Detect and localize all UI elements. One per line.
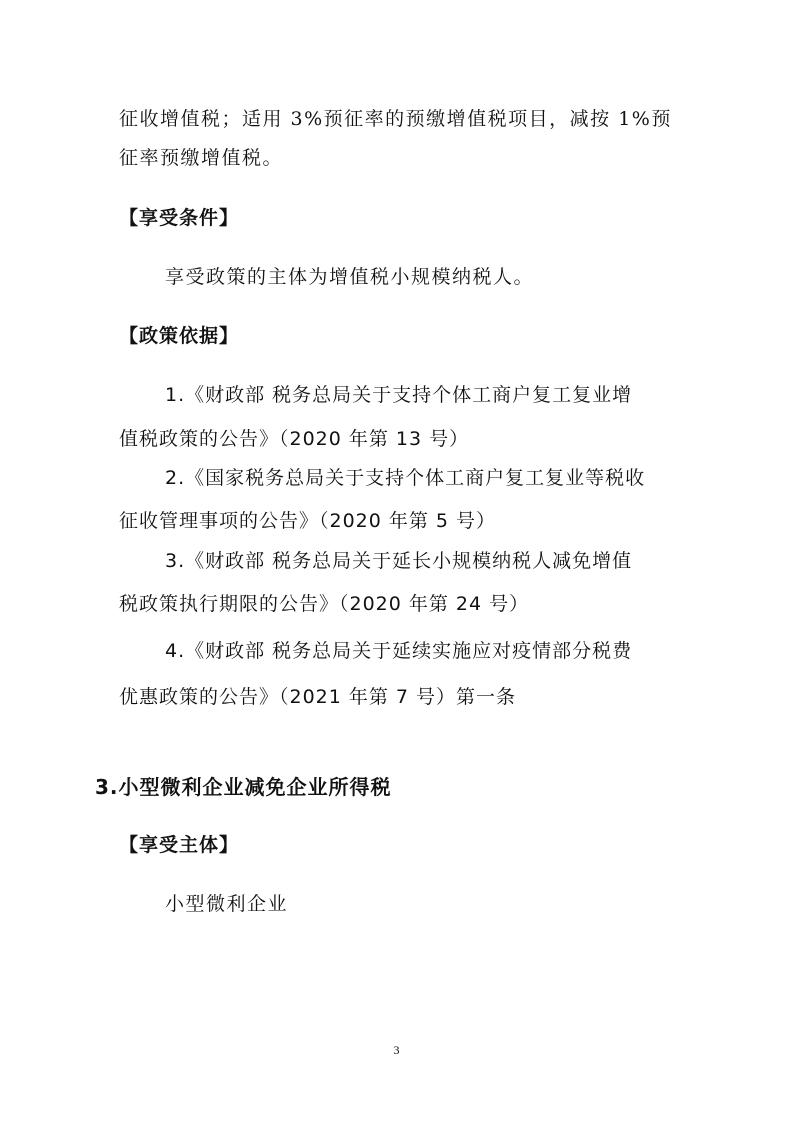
basis-item-2-line-1: 2.《国家税务总局关于支持个体工商户复工复业等税收 <box>165 467 646 489</box>
subject-text: 小型微利企业 <box>165 893 289 915</box>
basis-heading: 【政策依据】 <box>119 325 240 347</box>
basis-item-2-line-2: 征收管理事项的公告》（2020 年第 5 号） <box>119 510 497 532</box>
basis-item-3-line-2: 税政策执行期限的公告》（2020 年第 24 号） <box>119 593 530 615</box>
subject-heading: 【享受主体】 <box>119 834 240 856</box>
basis-item-4-line-1: 4.《财政部 税务总局关于延续实施应对疫情部分税费 <box>165 640 633 662</box>
basis-item-3-line-1: 3.《财政部 税务总局关于延长小规模纳税人减免增值 <box>165 550 633 572</box>
conditions-text: 享受政策的主体为增值税小规模纳税人。 <box>165 266 535 288</box>
page-number: 3 <box>393 1043 400 1057</box>
basis-item-1-line-2: 值税政策的公告》（2020 年第 13 号） <box>119 428 470 450</box>
basis-item-4-line-2: 优惠政策的公告》（2021 年第 7 号）第一条 <box>119 686 517 708</box>
basis-item-1-line-1: 1.《财政部 税务总局关于支持个体工商户复工复业增 <box>165 384 633 406</box>
intro-line-2: 征率预缴增值税。 <box>119 147 284 169</box>
section-3-title: 3.小型微利企业减免企业所得税 <box>95 775 392 799</box>
intro-line-1: 征收增值税；适用 3%预征率的预缴增值税项目，减按 1%预 <box>119 108 672 130</box>
conditions-heading: 【享受条件】 <box>119 207 240 229</box>
